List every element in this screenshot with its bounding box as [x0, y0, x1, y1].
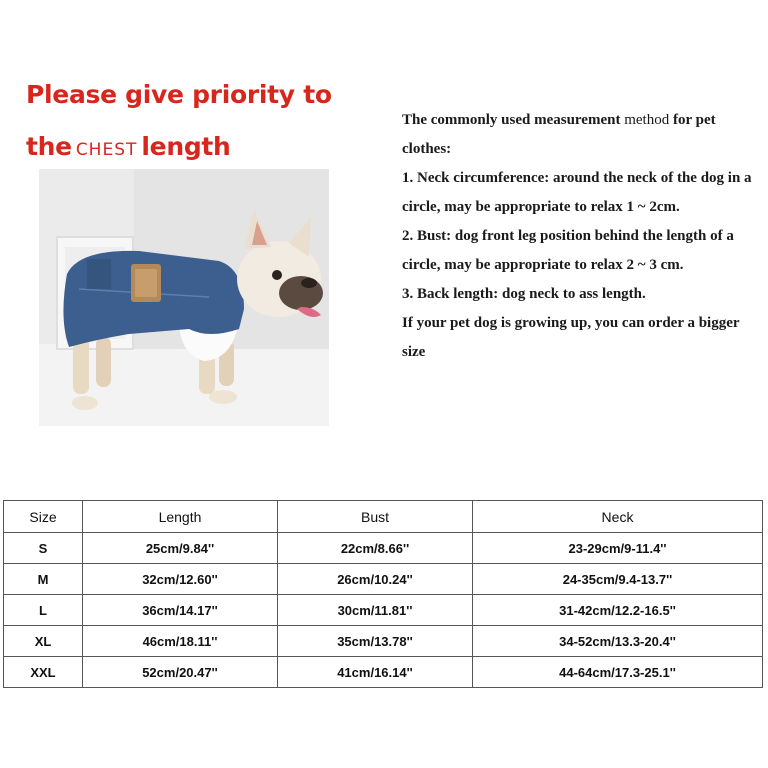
cell-length: 52cm/20.47''	[83, 657, 278, 688]
header-length: Length	[83, 501, 278, 533]
cell-bust: 30cm/11.81''	[278, 595, 473, 626]
table-row	[4, 626, 763, 657]
cell-neck: 44-64cm/17.3-25.1''	[473, 657, 763, 688]
cell-size: XXL	[4, 657, 83, 688]
cell-neck: 24-35cm/9.4-13.7''	[473, 564, 763, 595]
cell-neck: 31-42cm/12.2-16.5''	[473, 595, 763, 626]
priority-chest: CHEST	[75, 140, 138, 160]
header-bust: Bust	[278, 501, 473, 533]
method-heading-bold: The commonly used measurement	[402, 112, 621, 128]
cell-length: 32cm/12.60''	[83, 564, 278, 595]
cell-size: XL	[4, 626, 83, 657]
table-header-row	[4, 501, 763, 533]
method-heading-light: method	[624, 112, 670, 128]
cell-size: S	[4, 533, 83, 564]
cell-bust: 41cm/16.14''	[278, 657, 473, 688]
method-item-back-length: 3. Back length: dog neck to ass length.	[402, 286, 646, 302]
dog-photo	[39, 169, 329, 426]
method-item-bust: 2. Bust: dog front leg position behind the length of a circle, may be appropriate to relax 2 ~ 3 cm.	[402, 228, 734, 273]
cell-bust: 35cm/13.78''	[278, 626, 473, 657]
cell-bust: 22cm/8.66''	[278, 533, 473, 564]
measurement-method-text	[402, 106, 758, 367]
size-chart-table	[3, 500, 763, 688]
header-neck: Neck	[473, 501, 763, 533]
cell-size: M	[4, 564, 83, 595]
header-size: Size	[4, 501, 83, 533]
priority-heading-line2	[26, 132, 231, 161]
cell-length: 36cm/14.17''	[83, 595, 278, 626]
priority-heading-line1: Please give priority to	[26, 80, 332, 109]
method-item-neck: 1. Neck circumference: around the neck of the dog in a circle, may be appropriate to relax 1 ~ 2cm.	[402, 170, 752, 215]
table-row	[4, 595, 763, 626]
priority-the: the	[26, 132, 72, 161]
cell-bust: 26cm/10.24''	[278, 564, 473, 595]
priority-length: length	[141, 132, 231, 161]
cell-neck: 23-29cm/9-11.4''	[473, 533, 763, 564]
cell-length: 25cm/9.84''	[83, 533, 278, 564]
method-heading	[402, 106, 758, 164]
cell-size: L	[4, 595, 83, 626]
cell-length: 46cm/18.11''	[83, 626, 278, 657]
method-heading-end: for pet clothes:	[402, 112, 716, 157]
cell-neck: 34-52cm/13.3-20.4''	[473, 626, 763, 657]
method-item-growing-note: If your pet dog is growing up, you can order a bigger size	[402, 315, 740, 360]
table-row	[4, 564, 763, 595]
table-row	[4, 533, 763, 564]
table-row	[4, 657, 763, 688]
